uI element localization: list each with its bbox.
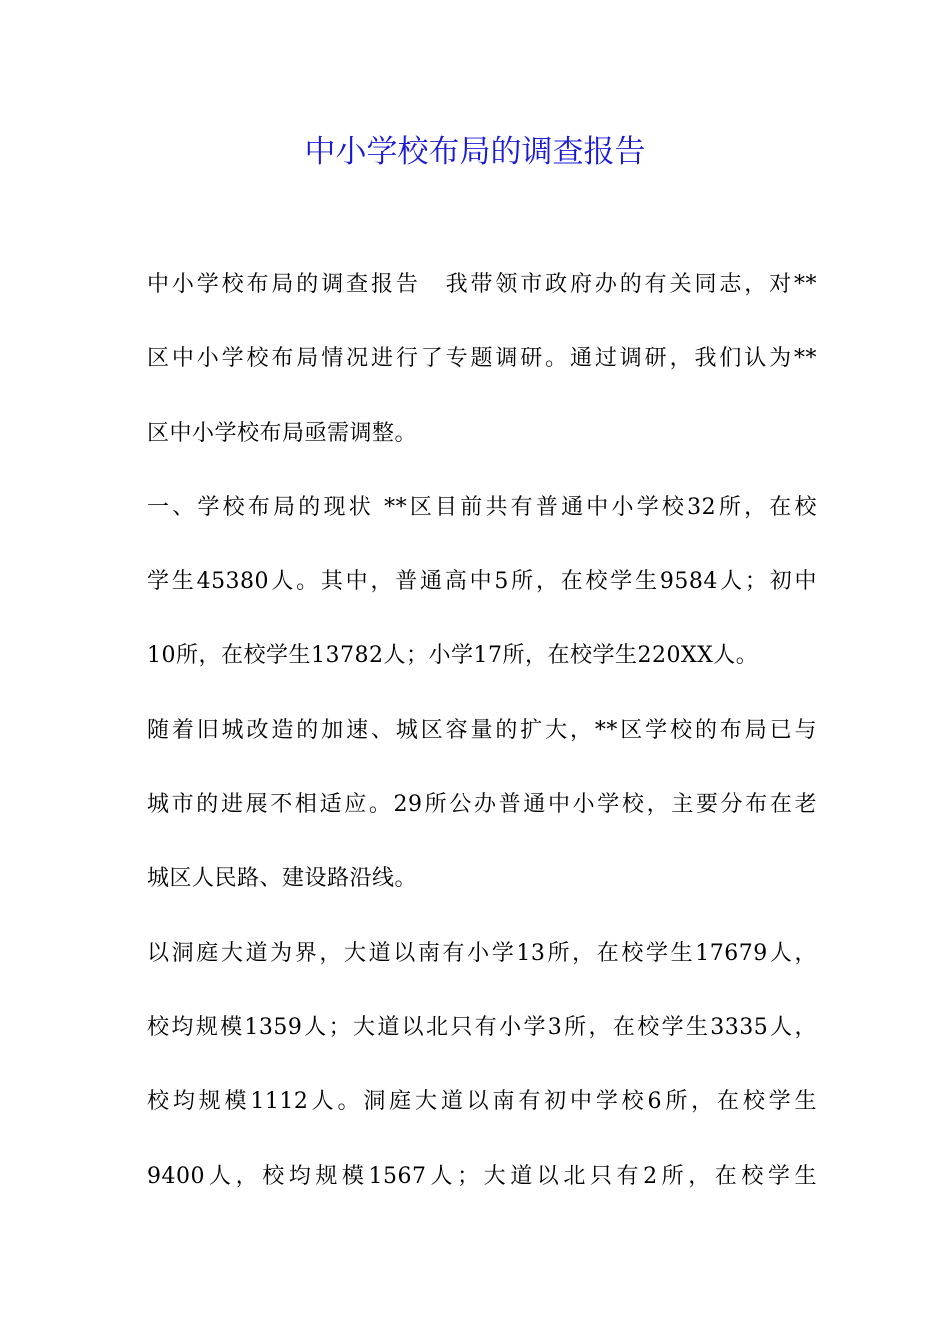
body-line: 以洞庭大道为界，大道以南有小学13所，在校学生17679人，	[147, 940, 817, 966]
body-line: 10所，在校学生13782人；小学17所，在校学生220XX人。	[147, 643, 759, 669]
body-line: 9400人，校均规模1567人；大道以北只有2所，在校学生	[147, 1163, 817, 1189]
document-title: 中小学校布局的调查报告	[304, 134, 646, 170]
body-line: 城市的进展不相适应。29所公办普通中小学校，主要分布在老	[147, 792, 817, 818]
body-line: 校均规模1112人。洞庭大道以南有初中学校6所，在校学生	[147, 1089, 817, 1115]
body-line: 随着旧城改造的加速、城区容量的扩大，**区学校的布局已与	[147, 717, 817, 743]
body-line: 学生45380人。其中，普通高中5所，在校学生9584人；初中	[147, 569, 817, 595]
body-line: 中小学校布局的调查报告 我带领市政府办的有关同志，对**	[147, 272, 817, 297]
body-line: 城区人民路、建设路沿线。	[147, 866, 418, 892]
body-line: 校均规模1359人；大道以北只有小学3所，在校学生3335人，	[147, 1014, 817, 1040]
body-line: 一、学校布局的现状 **区目前共有普通中小学校32所，在校	[147, 494, 817, 520]
body-line: 区中小学校布局情况进行了专题调研。通过调研，我们认为**	[147, 346, 817, 372]
document-body	[147, 260, 817, 1226]
body-line: 区中小学校布局亟需调整。	[147, 420, 418, 446]
